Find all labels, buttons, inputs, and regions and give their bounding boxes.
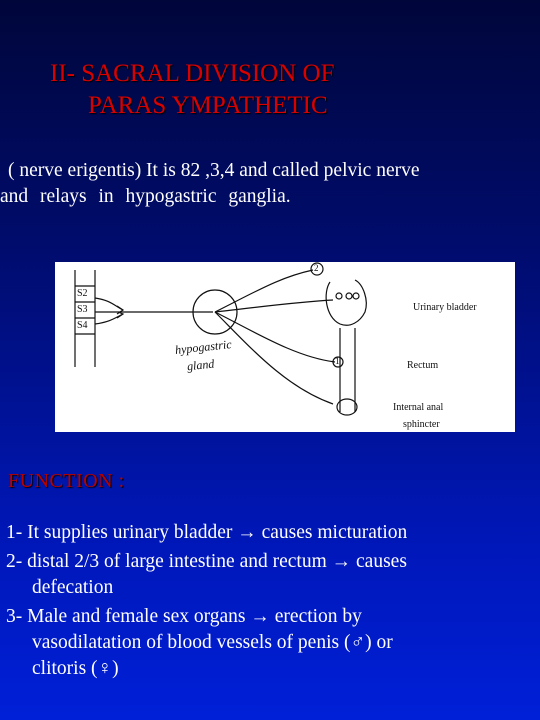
function-item-2-line-1: 2- distal 2/3 of large intestine and rectum → causes xyxy=(6,551,407,572)
fiber-to-mark-2 xyxy=(215,270,313,312)
label-urinary-bladder: Urinary bladder xyxy=(413,302,477,313)
intro-line-2: and relays in hypogastric ganglia. xyxy=(0,186,291,207)
segment-s3: S3 xyxy=(77,304,88,315)
intro-paragraph xyxy=(0,158,536,210)
ganglion-label-1: hypogastric xyxy=(174,337,233,357)
fiber-s4 xyxy=(95,314,123,324)
function-item-3-line-3: clitoris (♀) xyxy=(32,658,119,679)
label-sphincter: sphincter xyxy=(403,419,440,430)
fiber-s2 xyxy=(95,298,123,310)
function-item-3-line-2: vasodilatation of blood vessels of penis (♂) or xyxy=(32,632,393,653)
title-line-2: PARAS YMPATHETIC xyxy=(88,92,328,119)
fiber-to-rectum xyxy=(215,312,335,362)
mark-1-label: 1 xyxy=(335,356,340,366)
function-item-2 xyxy=(6,549,536,601)
slide-title xyxy=(40,58,500,122)
bladder-shape xyxy=(326,280,366,325)
diagram-drawing xyxy=(55,262,515,432)
label-internal-anal: Internal anal xyxy=(393,402,444,413)
function-item-1 xyxy=(6,520,536,546)
function-item-1-text: 1- It supplies urinary bladder → causes micturation xyxy=(6,522,408,543)
mark-2-label: 2 xyxy=(314,263,319,273)
segment-s2: S2 xyxy=(77,288,88,299)
ganglion-label-2: gland xyxy=(186,356,215,374)
function-item-3-line-1: 3- Male and female sex organs → erection by xyxy=(6,606,362,627)
pelvic-nerve-diagram xyxy=(55,262,515,432)
function-heading: FUNCTION : xyxy=(8,470,125,492)
title-line-1: II- SACRAL DIVISION OF xyxy=(50,60,335,87)
intro-line-1: ( nerve erigentis) It is 82 ,3,4 and called pelvic nerve xyxy=(8,160,420,181)
fiber-to-bladder xyxy=(215,300,333,312)
label-rectum: Rectum xyxy=(407,360,439,371)
function-list xyxy=(6,520,536,685)
function-item-3 xyxy=(6,604,536,682)
function-item-2-line-2: defecation xyxy=(32,577,114,598)
segment-s4: S4 xyxy=(77,320,88,331)
